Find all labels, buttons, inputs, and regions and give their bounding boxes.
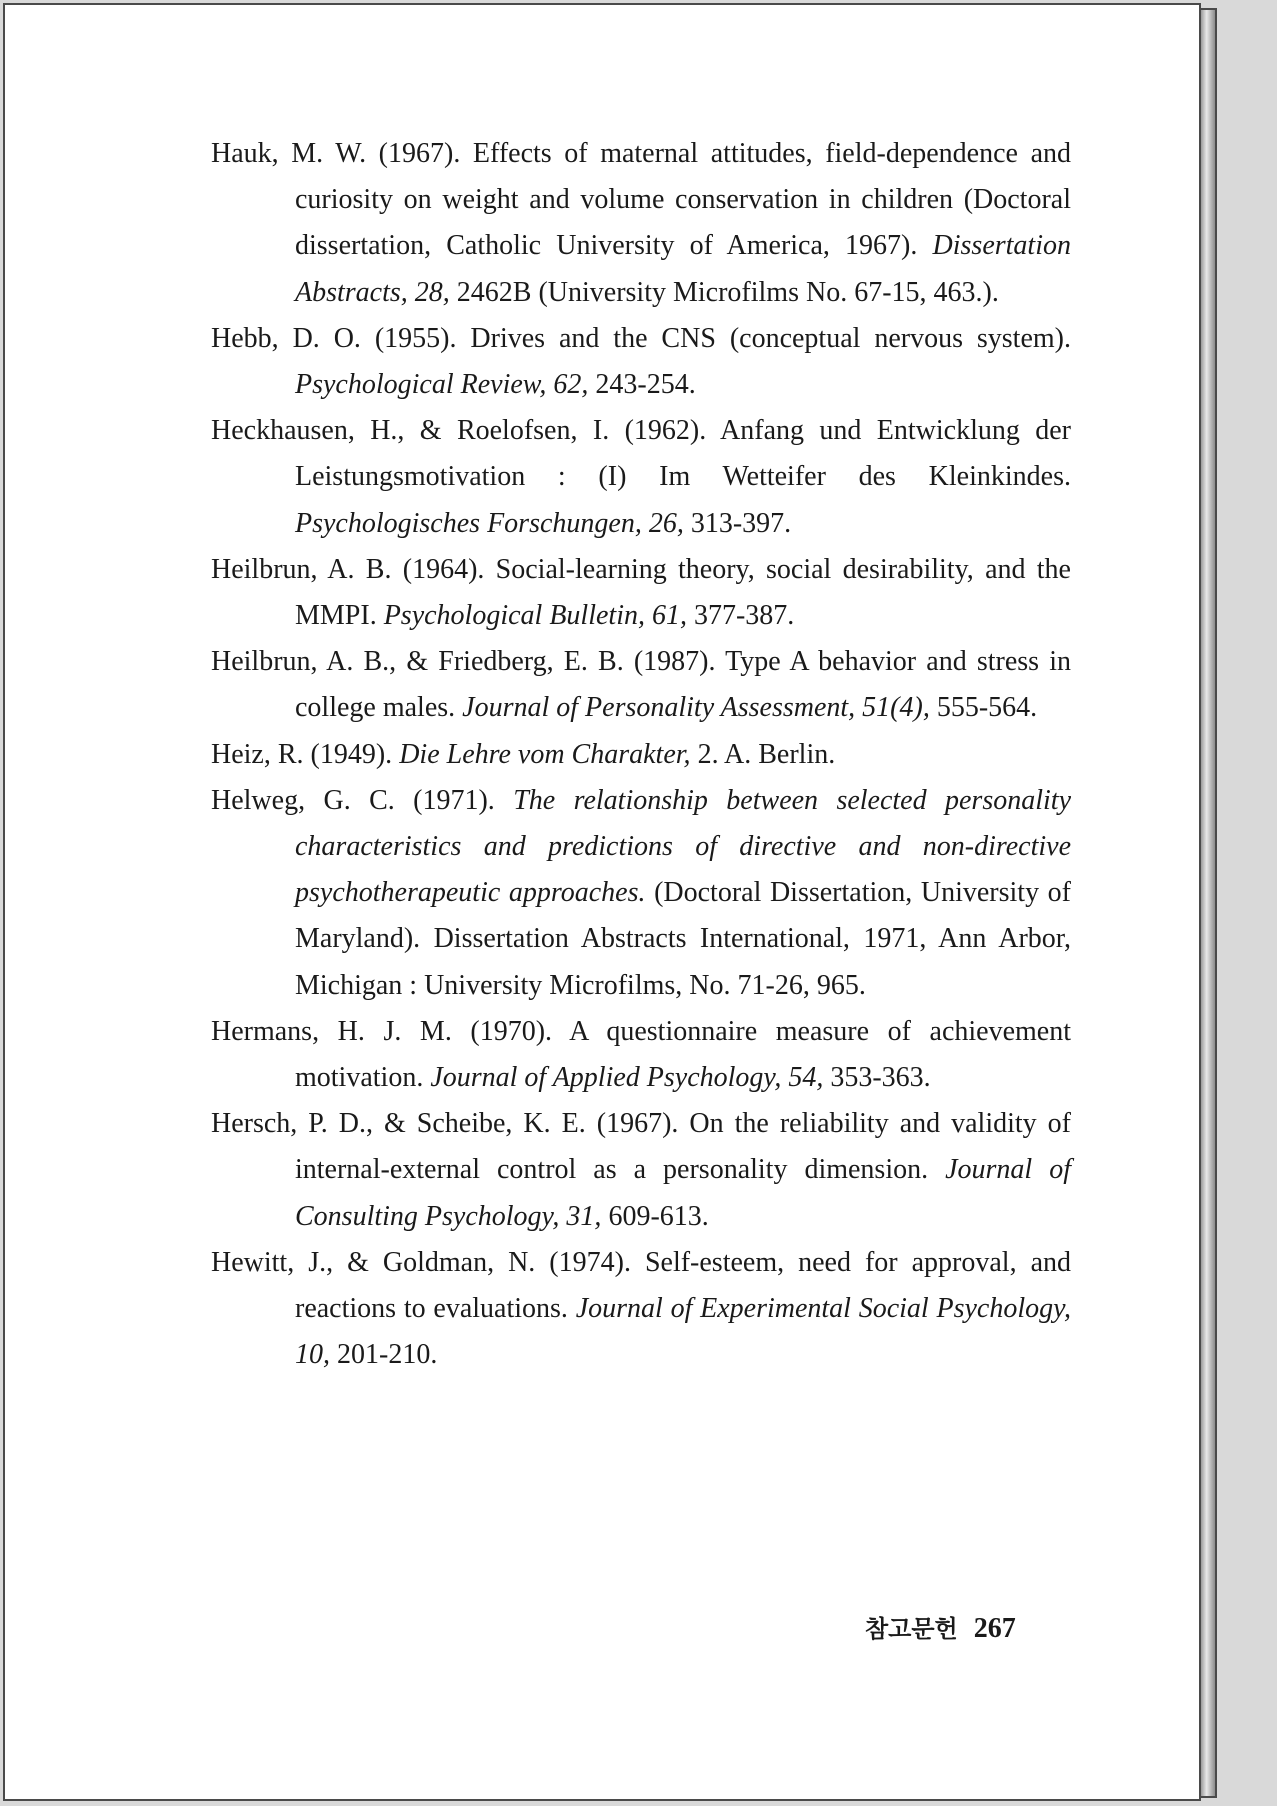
reference-details: 313-397.: [683, 507, 792, 539]
reference-source: The relationship between selected personality characteristics and predictions of directive and non-directive psychotherapeutic approaches.: [295, 784, 1071, 909]
page-stack-edge: [1201, 8, 1217, 1798]
reference-text: Helweg, G. C. (1971).: [211, 784, 514, 816]
reference-entry: [211, 732, 1071, 778]
reference-source: Journal of Personality Assessment, 51(4),: [462, 692, 930, 724]
reference-details: (Doctoral Dissertation, University of Maryland). Dissertation Abstracts International, 1971, Ann Arbor, Michigan : University Microfilms, No. 71-26, 965.: [295, 877, 1071, 1001]
reference-details: 609-613.: [601, 1200, 709, 1232]
reference-details: 377-387.: [686, 600, 795, 632]
reference-entry: [211, 547, 1071, 639]
reference-source: Psychological Bulletin, 61,: [383, 600, 687, 632]
page-footer: [865, 1609, 1045, 1645]
reference-text: Hermans, H. J. M. (1970). A questionnaire measure of achievement motivation.: [211, 1015, 1071, 1094]
reference-details: 555-564.: [929, 692, 1038, 724]
reference-entry: [211, 1009, 1071, 1101]
reference-entry: [211, 131, 1071, 316]
reference-source: Journal of Consulting Psychology, 31,: [295, 1154, 1071, 1232]
reference-details: 201-210.: [330, 1339, 438, 1371]
reference-text: Heckhausen, H., & Roelofsen, I. (1962). Anfang und Entwicklung der Leistungsmotivation : (I) Im Wetteifer des Kleinkindes.: [211, 415, 1071, 493]
reference-text: Heiz, R. (1949).: [211, 738, 400, 770]
reference-text: Hewitt, J., & Goldman, N. (1974). Self-esteem, need for approval, and reactions to evaluations.: [211, 1246, 1071, 1325]
document-page: [3, 3, 1201, 1801]
reference-source: Psychologisches Forschungen, 26,: [295, 507, 684, 539]
reference-text: Heilbrun, A. B., & Friedberg, E. B. (1987). Type A behavior and stress in college males.: [211, 646, 1071, 724]
reference-entry: [211, 1101, 1071, 1240]
reference-details: 2462B (University Microfilms No. 67-15, 463.).: [449, 276, 999, 308]
reference-source: Journal of Experimental Social Psychology, 10,: [295, 1293, 1072, 1371]
reference-list: [211, 131, 1071, 1378]
reference-entry: [211, 1240, 1071, 1379]
reference-text: Hauk, M. W. (1967). Effects of maternal attitudes, field-dependence and curiosity on weight and volume conservation in children (Doctoral dissertation, Catholic University of America, 1967).: [211, 138, 1071, 262]
reference-entry: [211, 408, 1071, 547]
reference-entry: [211, 778, 1071, 1009]
reference-source: Die Lehre vom Charakter,: [399, 738, 691, 770]
reference-details: 243-254.: [588, 369, 696, 401]
reference-source: Journal of Applied Psychology, 54,: [430, 1062, 824, 1094]
reference-source: Psychological Review, 62,: [295, 369, 589, 401]
page-number: 267: [973, 1613, 1016, 1644]
reference-text: Heilbrun, A. B. (1964). Social-learning theory, social desirability, and the MMPI.: [211, 553, 1071, 632]
reference-entry: [211, 639, 1071, 731]
reference-entry: [211, 316, 1071, 408]
reference-text: Hebb, D. O. (1955). Drives and the CNS (conceptual nervous system).: [211, 322, 1071, 354]
reference-details: 2. A. Berlin.: [690, 738, 836, 770]
reference-text: Hersch, P. D., & Scheibe, K. E. (1967). On the reliability and validity of internal-external control as a personality dimension.: [211, 1108, 1071, 1186]
reference-source: Dissertation Abstracts, 28,: [295, 230, 1071, 308]
reference-details: 353-363.: [823, 1062, 931, 1094]
section-title: 참고문헌: [865, 1615, 958, 1643]
